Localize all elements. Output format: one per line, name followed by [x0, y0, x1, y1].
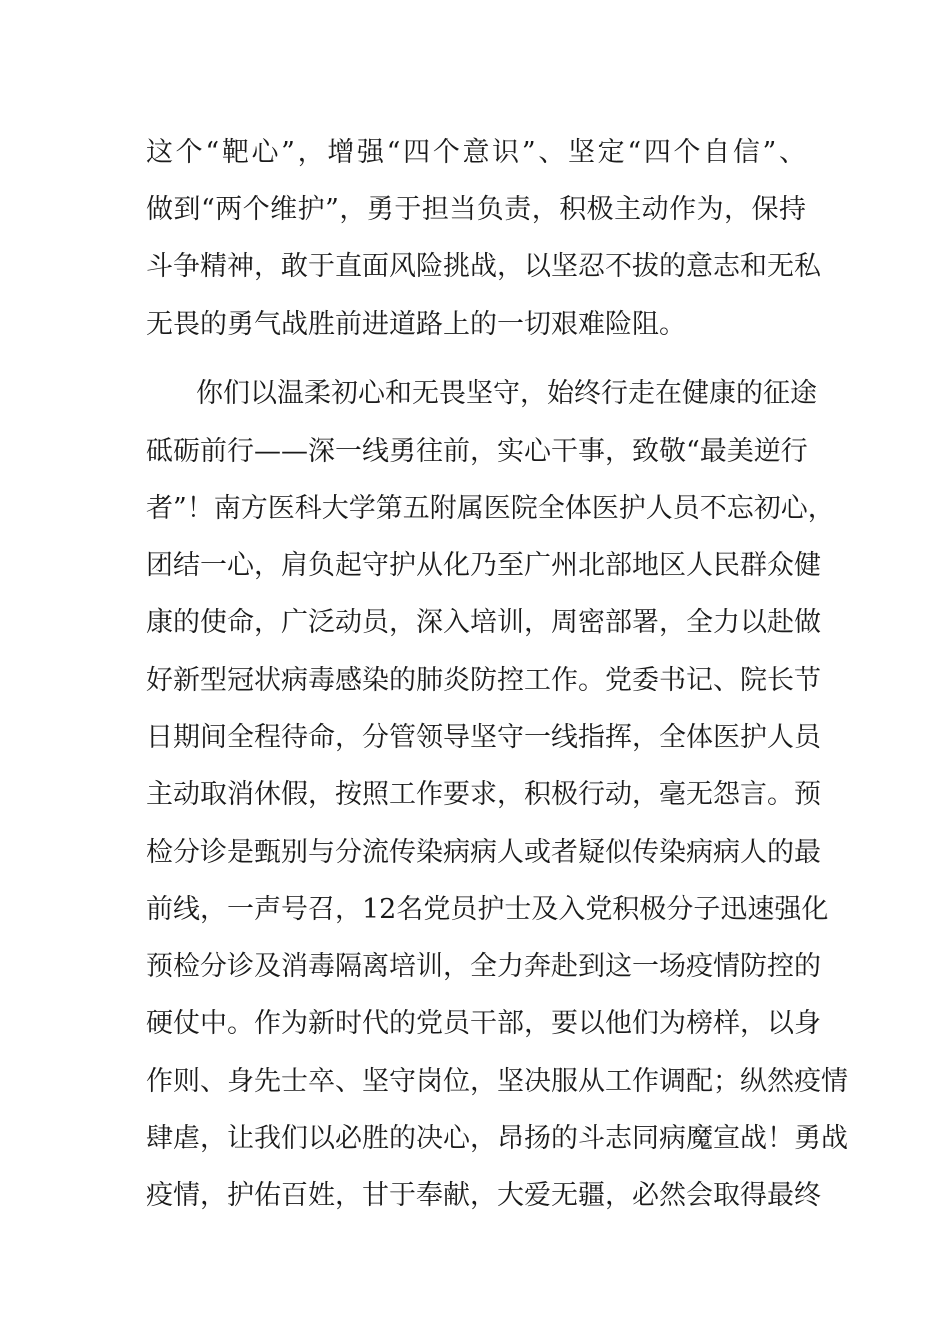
paragraph-2-line: 硬仗中。作为新时代的党员干部，要以他们为榜样，以身	[146, 1008, 821, 1039]
paragraph-2-line: 康的使命，广泛动员，深入培训，周密部署，全力以赴做	[146, 607, 821, 638]
paragraph-2-line: 前线，一声号召，12名党员护士及入党积极分子迅速强化	[146, 894, 829, 925]
paragraph-2-line: 预检分诊及消毒隔离培训，全力奔赴到这一场疫情防控的	[146, 951, 821, 982]
paragraph-1-line: 这个“靶心”，增强“四个意识”、坚定“四个自信”、	[146, 137, 806, 168]
paragraph-2-line: 检分诊是甄别与分流传染病病人或者疑似传染病病人的最	[146, 837, 821, 868]
paragraph-2-line: 主动取消休假，按照工作要求，积极行动，毫无怨言。预	[146, 779, 821, 810]
paragraph-2-line: 作则、身先士卒、坚守岗位，坚决服从工作调配；纵然疫情	[146, 1066, 848, 1097]
paragraph-2-line: 砥砺前行——深一线勇往前，实心干事，致敬“最美逆行	[146, 436, 808, 467]
paragraph-2-line: 团结一心，肩负起守护从化乃至广州北部地区人民群众健	[146, 550, 821, 581]
paragraph-1-line: 无畏的勇气战胜前进道路上的一切艰难险阻。	[146, 309, 686, 340]
paragraph-2-line: 日期间全程待命，分管领导坚守一线指挥，全体医护人员	[146, 722, 821, 753]
paragraph-2-line: 你们以温柔初心和无畏坚守，始终行走在健康的征途	[196, 378, 817, 409]
paragraph-1-line: 斗争精神，敢于直面风险挑战，以坚忍不拔的意志和无私	[146, 251, 821, 282]
paragraph-2-line: 者”！南方医科大学第五附属医院全体医护人员不忘初心，	[146, 493, 835, 524]
paragraph-1-line: 做到“两个维护”，勇于担当负责，积极主动作为，保持	[146, 194, 806, 225]
paragraph-2-line: 疫情，护佑百姓，甘于奉献，大爱无疆，必然会取得最终	[146, 1180, 821, 1211]
paragraph-2-line: 好新型冠状病毒感染的肺炎防控工作。党委书记、院长节	[146, 665, 821, 696]
paragraph-2-line: 肆虐，让我们以必胜的决心，昂扬的斗志同病魔宣战！勇战	[146, 1123, 848, 1154]
